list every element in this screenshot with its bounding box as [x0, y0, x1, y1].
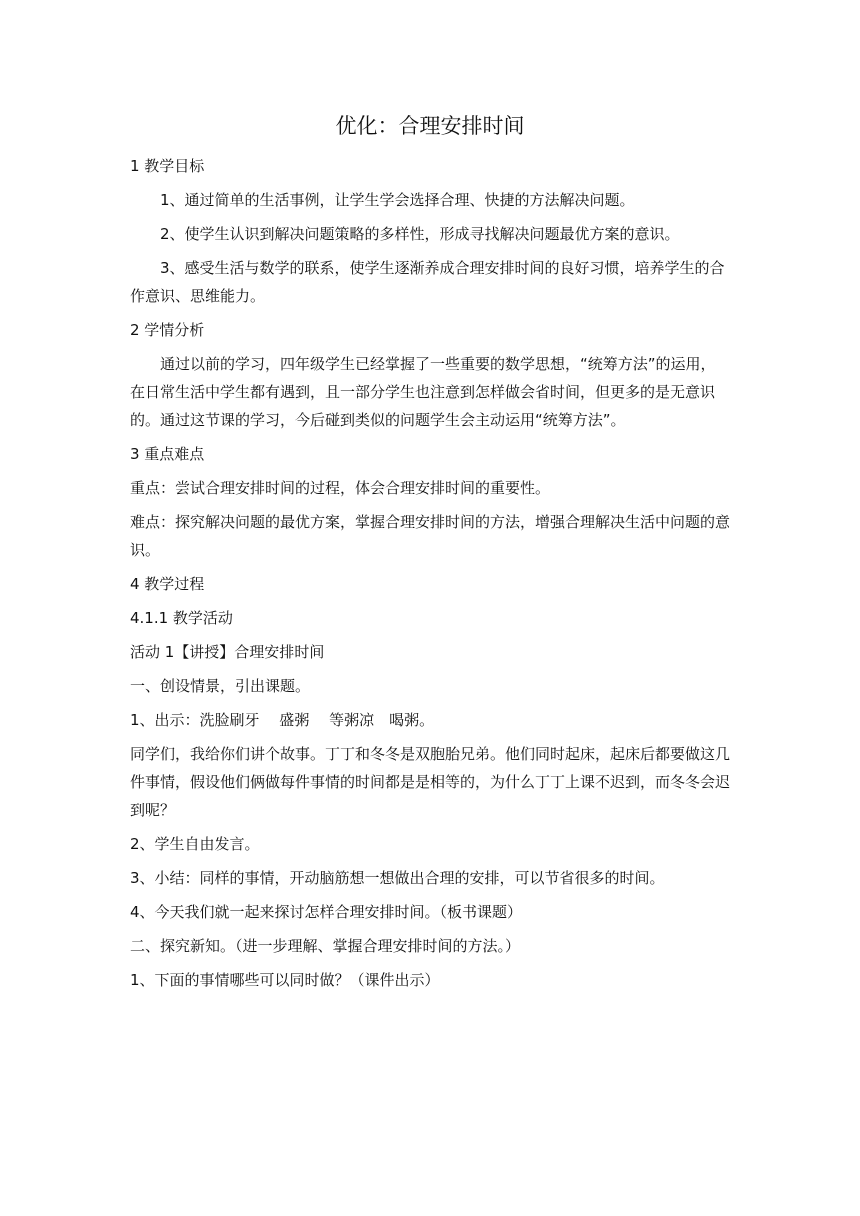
difficulty-point: 难点：探究解决问题的最优方案，掌握合理安排时间的方法，增强合理解决生活中问题的意识。	[130, 513, 731, 559]
subsection-teaching-activity: 4.1.1 教学活动	[130, 609, 233, 627]
goal-2: 2、使学生认识到解决问题策略的多样性，形成寻找解决问题最优方案的意识。	[160, 225, 680, 243]
section-heading-student-analysis: 2 学情分析	[130, 321, 205, 339]
activity-title: 活动 1【讲授】合理安排时间	[130, 643, 325, 661]
section-heading-key-difficulties: 3 重点难点	[130, 445, 205, 463]
step-show-items: 1、出示：洗脸刷牙 盛粥 等粥凉 喝粥。	[130, 711, 435, 729]
step-summary: 3、小结：同样的事情，开动脑筋想一想做出合理的安排，可以节省很多的时间。	[130, 869, 665, 887]
section-heading-teaching-process: 4 教学过程	[130, 575, 205, 593]
step-two-heading: 二、探究新知。（进一步理解、掌握合理安排时间的方法。）	[130, 937, 521, 955]
student-analysis-paragraph: 通过以前的学习，四年级学生已经掌握了一些重要的数学思想，“统筹方法”的运用，在日常生活中学生都有遇到，且一部分学生也注意到怎样做会省时间，但更多的是无意识的。通过这节课的学习，今后碰到类似的问题学生会主动运用“统筹方法”。	[130, 355, 716, 429]
step-discussion: 2、学生自由发言。	[130, 835, 260, 853]
step-topic: 4、今天我们就一起来探讨怎样合理安排时间。（板书课题）	[130, 903, 523, 921]
goal-1: 1、通过简单的生活事例，让学生学会选择合理、快捷的方法解决问题。	[160, 191, 635, 209]
goal-3: 3、感受生活与数学的联系，使学生逐渐养成合理安排时间的良好习惯，培养学生的合作意识、思维能力。	[130, 259, 725, 305]
story-paragraph: 同学们，我给你们讲个故事。丁丁和冬冬是双胞胎兄弟。他们同时起床，起床后都要做这几件事情，假设他们俩做每件事情的时间都是是相等的，为什么丁丁上课不迟到，而冬冬会迟到呢？	[130, 745, 731, 819]
step-question: 1、下面的事情哪些可以同时做？（课件出示）	[130, 971, 440, 989]
document-title: 优化：合理安排时间	[335, 114, 525, 138]
section-heading-teaching-goals: 1 教学目标	[130, 157, 205, 175]
document-body	[130, 152, 730, 1000]
step-one-heading: 一、创设情景，引出课题。	[130, 677, 311, 695]
key-point: 重点：尝试合理安排时间的过程，体会合理安排时间的重要性。	[130, 479, 551, 497]
